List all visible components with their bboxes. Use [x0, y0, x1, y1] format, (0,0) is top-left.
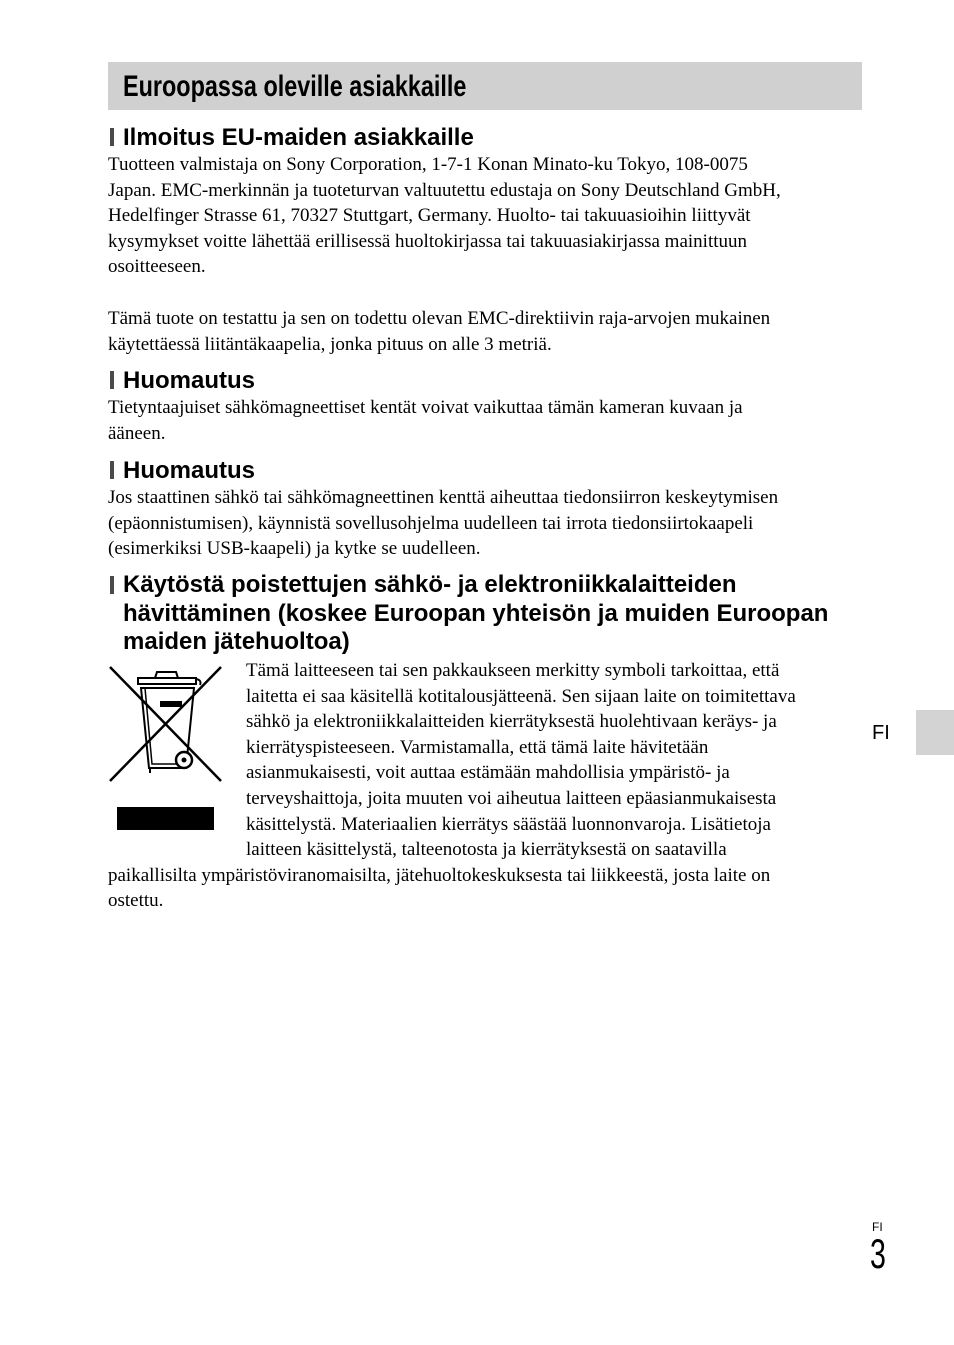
paragraph-line: käsittelystä. Materiaalien kierrätys säästää luonnonvaroja. Lisätietoja [246, 813, 771, 835]
paragraph [108, 152, 781, 280]
paragraph-line: sähkö ja elektroniikkalaitteiden kierrätyksestä huolehtivaan keräys- ja [246, 711, 777, 733]
heading-line: Käytöstä poistettujen sähkö- ja elektroniikkalaitteiden [123, 571, 737, 598]
section-heading [123, 571, 828, 657]
title-band [108, 62, 862, 110]
paragraph-line: asianmukaisesti, voit auttaa estämään mahdollisia ympäristö- ja [246, 762, 730, 784]
language-tab [916, 710, 954, 755]
paragraph-line: laitetta ei saa käsitellä kotitalousjätteenä. Sen sijaan laite on toimitettava [246, 685, 796, 707]
section-heading [123, 126, 474, 150]
heading-line: hävittäminen (koskee Euroopan yhteisön ja muiden Euroopan [123, 599, 829, 627]
page-title: Euroopassa oleville asiakkaille [123, 70, 467, 103]
footer-language: FI [872, 1220, 883, 1234]
paragraph-line: (esimerkiksi USB-kaapeli) ja kytke se uudelleen. [108, 538, 481, 560]
paragraph [108, 485, 778, 562]
paragraph [108, 395, 743, 446]
paragraph-line: (epäonnistumisen), käynnistä sovellusohjelma uudelleen tai irrota tiedonsiirtokaapeli [108, 512, 754, 534]
section-marker [110, 371, 114, 389]
section-heading [123, 459, 255, 483]
page-number: 3 [870, 1230, 886, 1277]
heading-line: Ilmoitus EU-maiden asiakkaille [123, 124, 474, 151]
paragraph [108, 306, 770, 357]
paragraph-line: Hedelfinger Strasse 61, 70327 Stuttgart, Germany. Huolto- tai takuuasioihin liittyvät [108, 205, 751, 227]
paragraph-line: Tuotteen valmistaja on Sony Corporation, 1-7-1 Konan Minato-ku Tokyo, 108-0075 [108, 154, 748, 175]
heading-line: maiden jätehuoltoa) [123, 628, 350, 655]
paragraph-line: kysymykset voitte lähettää erillisessä huoltokirjassa tai takuuasiakirjassa mainittuun [108, 230, 747, 252]
paragraph-line: ääneen. [108, 422, 166, 444]
paragraph-line: Tämä tuote on testattu ja sen on todettu olevan EMC-direktiivin raja-arvojen mukainen [108, 308, 771, 329]
paragraph-line: käytettäessä liitäntäkaapelia, jonka pituus on alle 3 metriä. [108, 333, 552, 355]
paragraph-line: Tämä laitteeseen tai sen pakkaukseen merkitty symboli tarkoittaa, että [246, 660, 780, 681]
language-tab-label: FI [872, 722, 890, 744]
section-heading [123, 369, 255, 393]
paragraph-line: laitteen käsittelystä, talteenotosta ja kierrätyksestä on saatavilla [246, 839, 727, 861]
paragraph-line: Jos staattinen sähkö tai sähkömagneettinen kenttä aiheuttaa tiedonsiirron keskeytymisen [108, 487, 779, 508]
paragraph [108, 658, 796, 914]
paragraph-line: osoitteeseen. [108, 256, 206, 278]
paragraph-line: paikallisilta ympäristöviranomaisilta, jätehuoltokeskuksesta tai liikkeestä, josta laite on [108, 864, 771, 886]
paragraph-line: Tietyntaajuiset sähkömagneettiset kentät voivat vaikuttaa tämän kameran kuvaan ja [108, 397, 743, 418]
heading-line: Huomautus [123, 457, 255, 484]
heading-line: Huomautus [123, 367, 255, 394]
section-marker [110, 128, 114, 146]
paragraph-line: kierrätyspisteeseen. Varmistamalla, että tämä laite hävitetään [246, 736, 709, 758]
paragraph-line: terveyshaittoja, joita muuten voi aiheutua laitteen epäasianmukaisesta [246, 787, 777, 809]
section-marker [110, 461, 114, 479]
section-marker [110, 576, 114, 594]
paragraph-line: ostettu. [108, 890, 164, 912]
paragraph-line: Japan. EMC-merkinnän ja tuoteturvan valtuutettu edustaja on Sony Deutschland GmbH, [108, 179, 781, 201]
